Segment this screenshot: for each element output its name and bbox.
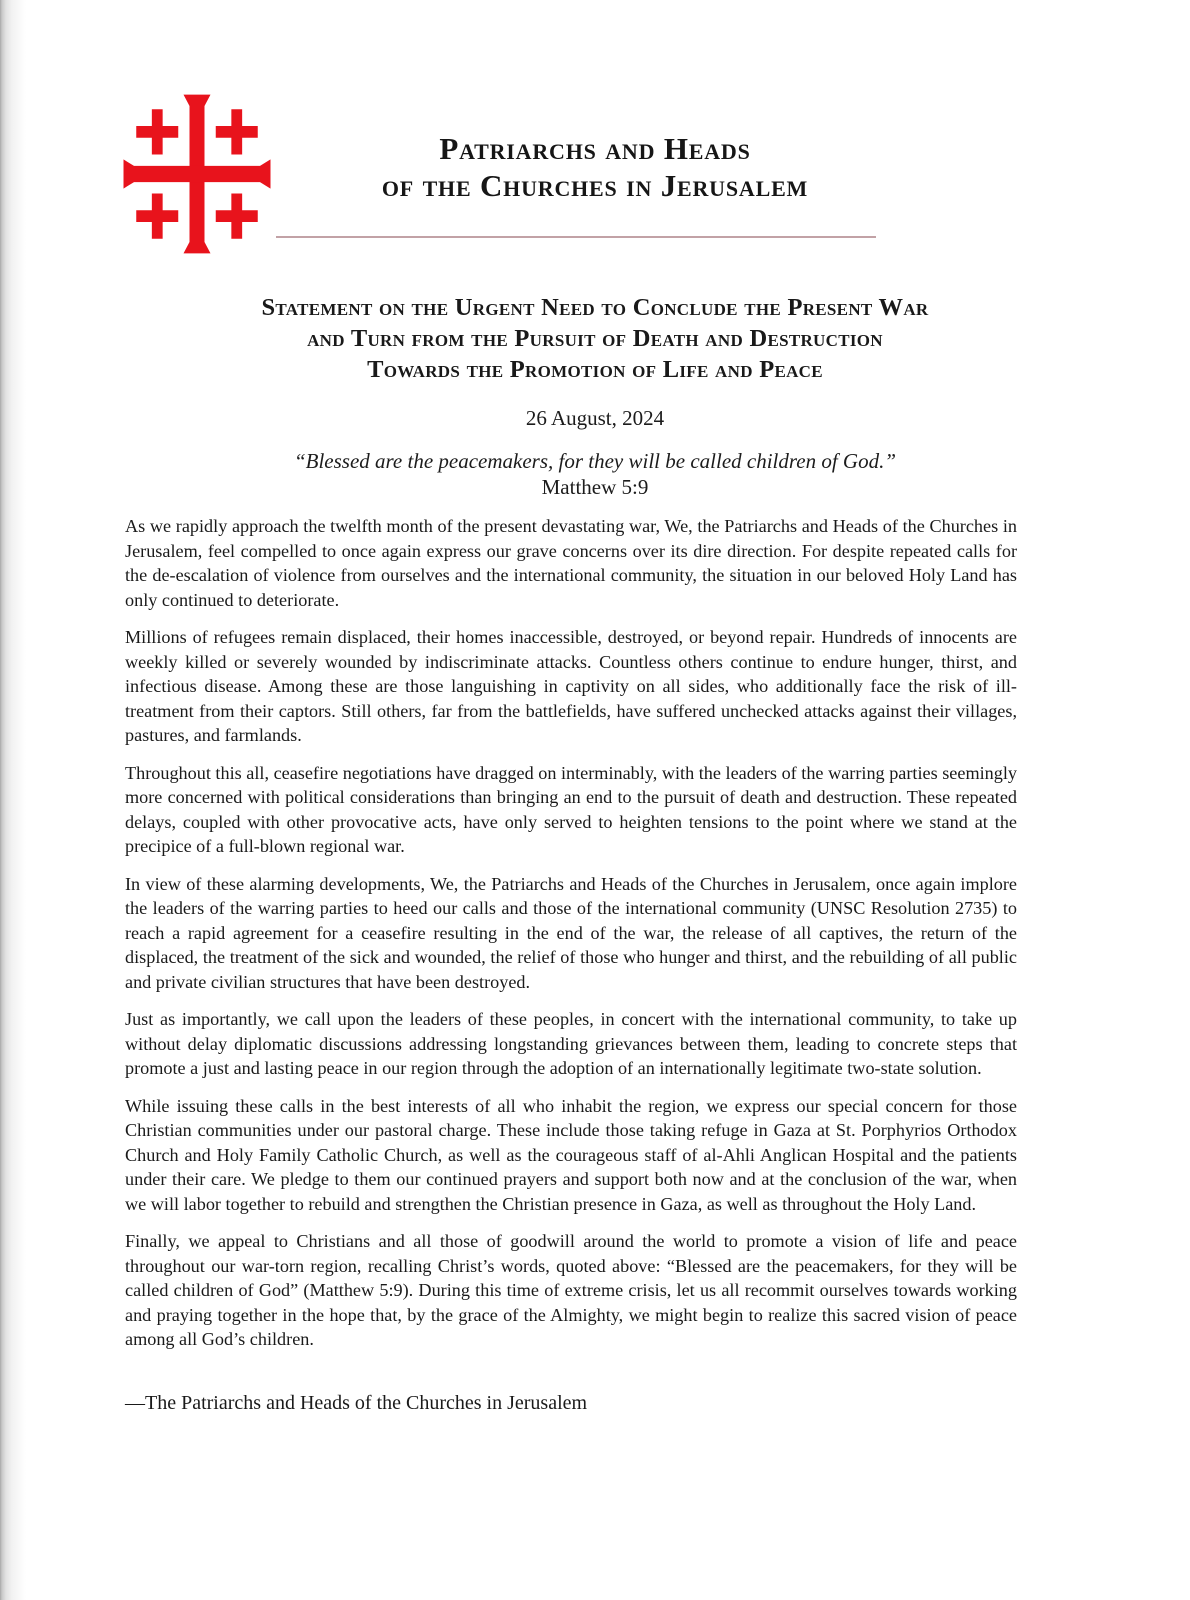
paragraph-6: While issuing these calls in the best interests of all who inhabit the region, we express our special concern for those Christian communities under our pastoral charge. These include those taking refuge in Gaza at St. Porphyrios Orthodox Church and Holy Family Catholic Church, as well as the courageous staff of al-Ahli Anglican Hospital and the patients under their care. We pledge to them our continued prayers and support both now and at the conclusion of the war, when we will labor together to rebuild and strengthen the Christian presence in Gaza, as well as throughout the Holy Land. <box>125 1095 1017 1214</box>
paragraph-4: In view of these alarming developments, We, the Patriarchs and Heads of the Churches in Jerusalem, once again implore the leaders of the warring parties to heed our calls and those of the international community (UNSC Resolution 2735) to reach a rapid agreement for a ceasefire resulting in the end of the war, the release of all captives, the return of the displaced, the treatment of the sick and wounded, the relief of those who hunger and thirst, and the rebuilding of all public and private civilian structures that have been destroyed. <box>125 873 1017 992</box>
epigraph <box>0 448 1190 501</box>
paragraph-3: Throughout this all, ceasefire negotiations have dragged on interminably, with the leaders of the warring parties seemingly more concerned with political considerations than bringing an end to the pursuit of death and destruction. These repeated delays, coupled with other provocative acts, have only served to heighten tensions to the point where we stand at the precipice of a full-blown regional war. <box>125 762 1017 856</box>
organization-name-line2: of the Churches in Jerusalem <box>381 168 809 203</box>
signature-line: —The Patriarchs and Heads of the Churches in Jerusalem <box>125 1391 588 1414</box>
statement-title-line3: Towards the Promotion of Life and Peace <box>367 356 823 383</box>
paragraph-1: As we rapidly approach the twelfth month of the present devastating war, We, the Patriarchs and Heads of the Churches in Jerusalem, feel compelled to once again express our grave concerns over its dire direction. For despite repeated calls for the de-escalation of violence from ourselves and the international community, the situation in our beloved Holy Land has only continued to deteriorate. <box>125 516 1017 610</box>
paragraph-7: Finally, we appeal to Christians and all those of goodwill around the world to promote a vision of life and peace throughout our war-torn region, recalling Christ’s words, quoted above: “Blessed are the peacemakers, for they will be called children of God” (Matthew 5:9). During this time of extreme crisis, let us all recommit ourselves towards working and praying together in the hope that, by the grace of the Almighty, we might begin to realize this sacred vision of peace among all God’s children. <box>125 1231 1017 1349</box>
statement-title-line1: Statement on the Urgent Need to Conclude the Present War <box>261 294 929 321</box>
letterhead <box>0 0 1190 262</box>
statement-body <box>125 514 1017 1352</box>
epigraph-citation: Matthew 5:9 <box>541 475 649 499</box>
statement-title-line2: and Turn from the Pursuit of Death and Destruction <box>307 325 883 352</box>
paragraph-5: Just as importantly, we call upon the leaders of these peoples, in concert with the international community, to take up without delay diplomatic discussions addressing longstanding grievances between them, leading to concrete steps that promote a just and lasting peace in our region through the adoption of an internationally legitimate two-state solution. <box>125 1009 1017 1078</box>
paragraph-2: Millions of refugees remain displaced, their homes inaccessible, destroyed, or beyond repair. Hundreds of innocents are weekly killed or severely wounded by indiscriminate attacks. Countless others continue to endure hunger, thirst, and infectious disease. Among these are those languishing in captivity on all sides, who additionally face the risk of ill-treatment from their captors. Still others, far from the battlefields, have suffered unchecked attacks against their villages, pastures, and farmlands. <box>125 627 1017 745</box>
statement-date: 26 August, 2024 <box>525 406 665 430</box>
epigraph-quote: “Blessed are the peacemakers, for they will be called children of God.” <box>293 449 897 473</box>
organization-name <box>215 130 975 204</box>
header-divider <box>276 236 876 238</box>
statement-title <box>145 292 1045 385</box>
organization-name-line1: Patriarchs and Heads <box>439 131 751 166</box>
